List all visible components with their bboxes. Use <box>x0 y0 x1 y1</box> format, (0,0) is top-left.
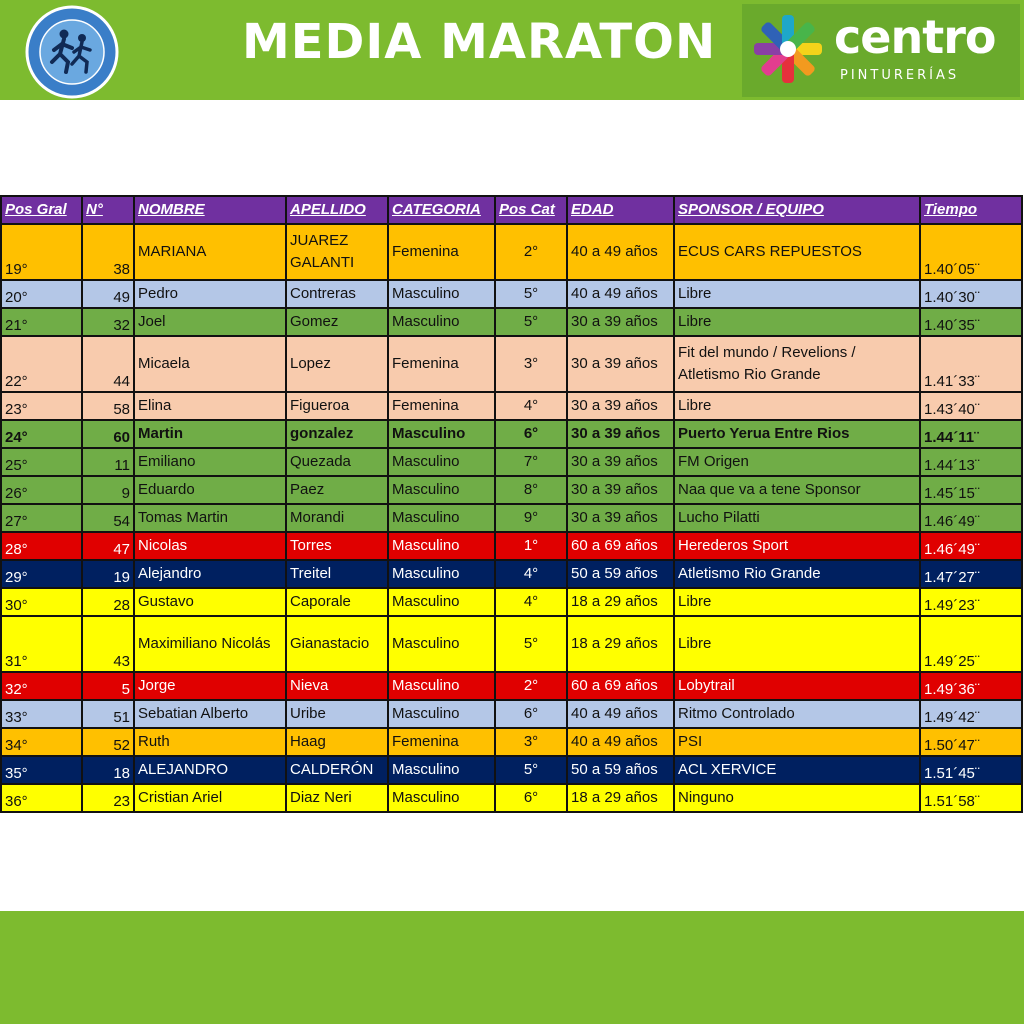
table-row <box>1 420 1022 448</box>
cell-sponsor: Puerto Yerua Entre Rios <box>674 420 920 448</box>
cell-sponsor: Ninguno <box>674 784 920 812</box>
cell-apellido: Figueroa <box>286 392 388 420</box>
cell-categoria: Masculino <box>388 672 495 700</box>
footer-banner <box>0 911 1024 1024</box>
cell-numero: 58 <box>82 392 134 420</box>
cell-categoria: Masculino <box>388 756 495 784</box>
cell-tiempo: 1.51´58¨ <box>920 784 1022 812</box>
col-numero-header: N° <box>82 196 134 224</box>
cell-edad: 30 a 39 años <box>567 504 674 532</box>
cell-edad: 40 a 49 años <box>567 700 674 728</box>
cell-apellido: Quezada <box>286 448 388 476</box>
cell-categoria: Femenina <box>388 728 495 756</box>
cell-tiempo: 1.49´36¨ <box>920 672 1022 700</box>
table-row <box>1 476 1022 504</box>
table-row <box>1 308 1022 336</box>
cell-numero: 43 <box>82 616 134 672</box>
cell-pos-gral: 26° <box>1 476 82 504</box>
cell-numero: 28 <box>82 588 134 616</box>
cell-categoria: Masculino <box>388 700 495 728</box>
cell-categoria: Masculino <box>388 476 495 504</box>
table-row <box>1 784 1022 812</box>
cell-pos-gral: 21° <box>1 308 82 336</box>
cell-edad: 30 a 39 años <box>567 308 674 336</box>
col-categoria-header: CATEGORIA <box>388 196 495 224</box>
cell-apellido: Torres <box>286 532 388 560</box>
cell-pos-gral: 24° <box>1 420 82 448</box>
table-row <box>1 756 1022 784</box>
col-sponsor-header: SPONSOR / EQUIPO <box>674 196 920 224</box>
cell-nombre: Jorge <box>134 672 286 700</box>
cell-sponsor: Ritmo Controlado <box>674 700 920 728</box>
cell-sponsor: Naa que va a tene Sponsor <box>674 476 920 504</box>
cell-categoria: Masculino <box>388 504 495 532</box>
cell-apellido: Gianastacio <box>286 616 388 672</box>
cell-sponsor: Libre <box>674 616 920 672</box>
cell-sponsor: Libre <box>674 392 920 420</box>
table-row <box>1 728 1022 756</box>
cell-tiempo: 1.51´45¨ <box>920 756 1022 784</box>
cell-nombre: Elina <box>134 392 286 420</box>
cell-edad: 30 a 39 años <box>567 476 674 504</box>
cell-edad: 40 a 49 años <box>567 280 674 308</box>
cell-apellido: Haag <box>286 728 388 756</box>
cell-apellido: gonzalez <box>286 420 388 448</box>
cell-pos-cat: 2° <box>495 224 567 280</box>
brand-subtitle: PINTURERÍAS <box>840 68 960 83</box>
cell-sponsor: Lobytrail <box>674 672 920 700</box>
cell-numero: 44 <box>82 336 134 392</box>
cell-nombre: Maximiliano Nicolás <box>134 616 286 672</box>
cell-pos-gral: 35° <box>1 756 82 784</box>
cell-nombre: Emiliano <box>134 448 286 476</box>
cell-pos-gral: 29° <box>1 560 82 588</box>
cell-edad: 18 a 29 años <box>567 616 674 672</box>
cell-numero: 54 <box>82 504 134 532</box>
cell-pos-gral: 36° <box>1 784 82 812</box>
cell-categoria: Masculino <box>388 448 495 476</box>
cell-sponsor: PSI <box>674 728 920 756</box>
cell-apellido: Morandi <box>286 504 388 532</box>
cell-pos-cat: 6° <box>495 420 567 448</box>
cell-tiempo: 1.49´42¨ <box>920 700 1022 728</box>
cell-tiempo: 1.50´47¨ <box>920 728 1022 756</box>
cell-sponsor: ACL XERVICE <box>674 756 920 784</box>
cell-edad: 30 a 39 años <box>567 448 674 476</box>
col-pos-gral-header: Pos Gral <box>1 196 82 224</box>
cell-pos-cat: 7° <box>495 448 567 476</box>
table-row <box>1 448 1022 476</box>
cell-apellido: CALDERÓN <box>286 756 388 784</box>
cell-pos-gral: 31° <box>1 616 82 672</box>
atletismo-rio-grande-logo <box>24 4 120 100</box>
cell-categoria: Masculino <box>388 420 495 448</box>
cell-numero: 49 <box>82 280 134 308</box>
cell-pos-gral: 33° <box>1 700 82 728</box>
cell-pos-gral: 22° <box>1 336 82 392</box>
cell-pos-gral: 32° <box>1 672 82 700</box>
cell-numero: 38 <box>82 224 134 280</box>
cell-nombre: Pedro <box>134 280 286 308</box>
cell-pos-cat: 5° <box>495 756 567 784</box>
table-row <box>1 616 1022 672</box>
cell-edad: 40 a 49 años <box>567 728 674 756</box>
cell-categoria: Masculino <box>388 532 495 560</box>
cell-nombre: Ruth <box>134 728 286 756</box>
cell-apellido: Lopez <box>286 336 388 392</box>
table-row <box>1 700 1022 728</box>
cell-edad: 50 a 59 años <box>567 756 674 784</box>
cell-apellido: Treitel <box>286 560 388 588</box>
results-body <box>1 224 1022 812</box>
cell-numero: 5 <box>82 672 134 700</box>
cell-pos-cat: 5° <box>495 308 567 336</box>
cell-nombre: Tomas Martin <box>134 504 286 532</box>
cell-tiempo: 1.44´13¨ <box>920 448 1022 476</box>
cell-categoria: Masculino <box>388 784 495 812</box>
cell-numero: 51 <box>82 700 134 728</box>
cell-apellido: Caporale <box>286 588 388 616</box>
cell-pos-gral: 27° <box>1 504 82 532</box>
cell-edad: 60 a 69 años <box>567 672 674 700</box>
cell-pos-cat: 3° <box>495 728 567 756</box>
table-header-row <box>1 196 1022 224</box>
cell-categoria: Femenina <box>388 392 495 420</box>
cell-pos-cat: 3° <box>495 336 567 392</box>
cell-pos-cat: 6° <box>495 700 567 728</box>
cell-apellido: Paez <box>286 476 388 504</box>
flower-icon <box>748 8 828 90</box>
cell-tiempo: 1.49´25¨ <box>920 616 1022 672</box>
cell-sponsor: ECUS CARS REPUESTOS <box>674 224 920 280</box>
cell-nombre: Joel <box>134 308 286 336</box>
cell-numero: 11 <box>82 448 134 476</box>
cell-tiempo: 1.40´35¨ <box>920 308 1022 336</box>
cell-categoria: Masculino <box>388 588 495 616</box>
table-row <box>1 532 1022 560</box>
cell-tiempo: 1.44´11¨ <box>920 420 1022 448</box>
cell-sponsor: Lucho Pilatti <box>674 504 920 532</box>
cell-apellido: Contreras <box>286 280 388 308</box>
cell-pos-cat: 6° <box>495 784 567 812</box>
cell-pos-cat: 2° <box>495 672 567 700</box>
cell-apellido: Diaz Neri <box>286 784 388 812</box>
results-table <box>0 195 1023 813</box>
cell-tiempo: 1.45´15¨ <box>920 476 1022 504</box>
table-row <box>1 392 1022 420</box>
cell-pos-cat: 4° <box>495 560 567 588</box>
cell-tiempo: 1.41´33¨ <box>920 336 1022 392</box>
table-row <box>1 672 1022 700</box>
cell-pos-gral: 23° <box>1 392 82 420</box>
cell-pos-cat: 5° <box>495 616 567 672</box>
cell-nombre: Martin <box>134 420 286 448</box>
cell-nombre: Alejandro <box>134 560 286 588</box>
cell-nombre: MARIANA <box>134 224 286 280</box>
cell-pos-gral: 34° <box>1 728 82 756</box>
table-row <box>1 336 1022 392</box>
cell-apellido: JUAREZ GALANTI <box>286 224 388 280</box>
cell-nombre: Nicolas <box>134 532 286 560</box>
cell-categoria: Femenina <box>388 224 495 280</box>
cell-sponsor: Libre <box>674 280 920 308</box>
cell-edad: 18 a 29 años <box>567 784 674 812</box>
cell-sponsor: FM Origen <box>674 448 920 476</box>
header-banner <box>0 0 1024 100</box>
cell-edad: 30 a 39 años <box>567 420 674 448</box>
cell-numero: 23 <box>82 784 134 812</box>
cell-sponsor: Fit del mundo / Revelions / Atletismo Rio Grande <box>674 336 920 392</box>
cell-categoria: Masculino <box>388 280 495 308</box>
page-title: MEDIA MARATON <box>242 14 717 70</box>
cell-numero: 19 <box>82 560 134 588</box>
cell-categoria: Masculino <box>388 616 495 672</box>
cell-sponsor: Libre <box>674 308 920 336</box>
col-tiempo-header: Tiempo <box>920 196 1022 224</box>
cell-categoria: Masculino <box>388 308 495 336</box>
cell-pos-cat: 9° <box>495 504 567 532</box>
table-row <box>1 504 1022 532</box>
cell-pos-gral: 28° <box>1 532 82 560</box>
cell-tiempo: 1.43´40¨ <box>920 392 1022 420</box>
cell-sponsor: Atletismo Rio Grande <box>674 560 920 588</box>
cell-edad: 50 a 59 años <box>567 560 674 588</box>
cell-tiempo: 1.46´49¨ <box>920 504 1022 532</box>
cell-nombre: ALEJANDRO <box>134 756 286 784</box>
cell-sponsor: Herederos Sport <box>674 532 920 560</box>
cell-pos-cat: 4° <box>495 392 567 420</box>
col-apellido-header: APELLIDO <box>286 196 388 224</box>
table-row <box>1 224 1022 280</box>
cell-pos-gral: 25° <box>1 448 82 476</box>
cell-edad: 60 a 69 años <box>567 532 674 560</box>
cell-apellido: Gomez <box>286 308 388 336</box>
cell-numero: 52 <box>82 728 134 756</box>
cell-numero: 32 <box>82 308 134 336</box>
cell-apellido: Uribe <box>286 700 388 728</box>
cell-tiempo: 1.40´05¨ <box>920 224 1022 280</box>
cell-tiempo: 1.47´27¨ <box>920 560 1022 588</box>
cell-pos-gral: 20° <box>1 280 82 308</box>
cell-pos-cat: 5° <box>495 280 567 308</box>
col-nombre-header: NOMBRE <box>134 196 286 224</box>
cell-pos-gral: 30° <box>1 588 82 616</box>
table-row <box>1 588 1022 616</box>
brand-name: centro <box>834 10 996 64</box>
cell-tiempo: 1.40´30¨ <box>920 280 1022 308</box>
centro-pinturerias-logo <box>742 4 1020 97</box>
cell-categoria: Femenina <box>388 336 495 392</box>
cell-edad: 30 a 39 años <box>567 336 674 392</box>
cell-pos-cat: 4° <box>495 588 567 616</box>
col-pos-cat-header: Pos Cat <box>495 196 567 224</box>
cell-tiempo: 1.49´23¨ <box>920 588 1022 616</box>
cell-numero: 47 <box>82 532 134 560</box>
cell-edad: 18 a 29 años <box>567 588 674 616</box>
cell-tiempo: 1.46´49¨ <box>920 532 1022 560</box>
cell-pos-gral: 19° <box>1 224 82 280</box>
cell-apellido: Nieva <box>286 672 388 700</box>
table-row <box>1 280 1022 308</box>
cell-edad: 40 a 49 años <box>567 224 674 280</box>
cell-numero: 18 <box>82 756 134 784</box>
cell-categoria: Masculino <box>388 560 495 588</box>
cell-nombre: Eduardo <box>134 476 286 504</box>
cell-numero: 9 <box>82 476 134 504</box>
col-edad-header: EDAD <box>567 196 674 224</box>
cell-nombre: Gustavo <box>134 588 286 616</box>
cell-edad: 30 a 39 años <box>567 392 674 420</box>
cell-nombre: Cristian Ariel <box>134 784 286 812</box>
cell-nombre: Sebatian Alberto <box>134 700 286 728</box>
cell-nombre: Micaela <box>134 336 286 392</box>
cell-pos-cat: 8° <box>495 476 567 504</box>
cell-pos-cat: 1° <box>495 532 567 560</box>
table-row <box>1 560 1022 588</box>
cell-sponsor: Libre <box>674 588 920 616</box>
cell-numero: 60 <box>82 420 134 448</box>
